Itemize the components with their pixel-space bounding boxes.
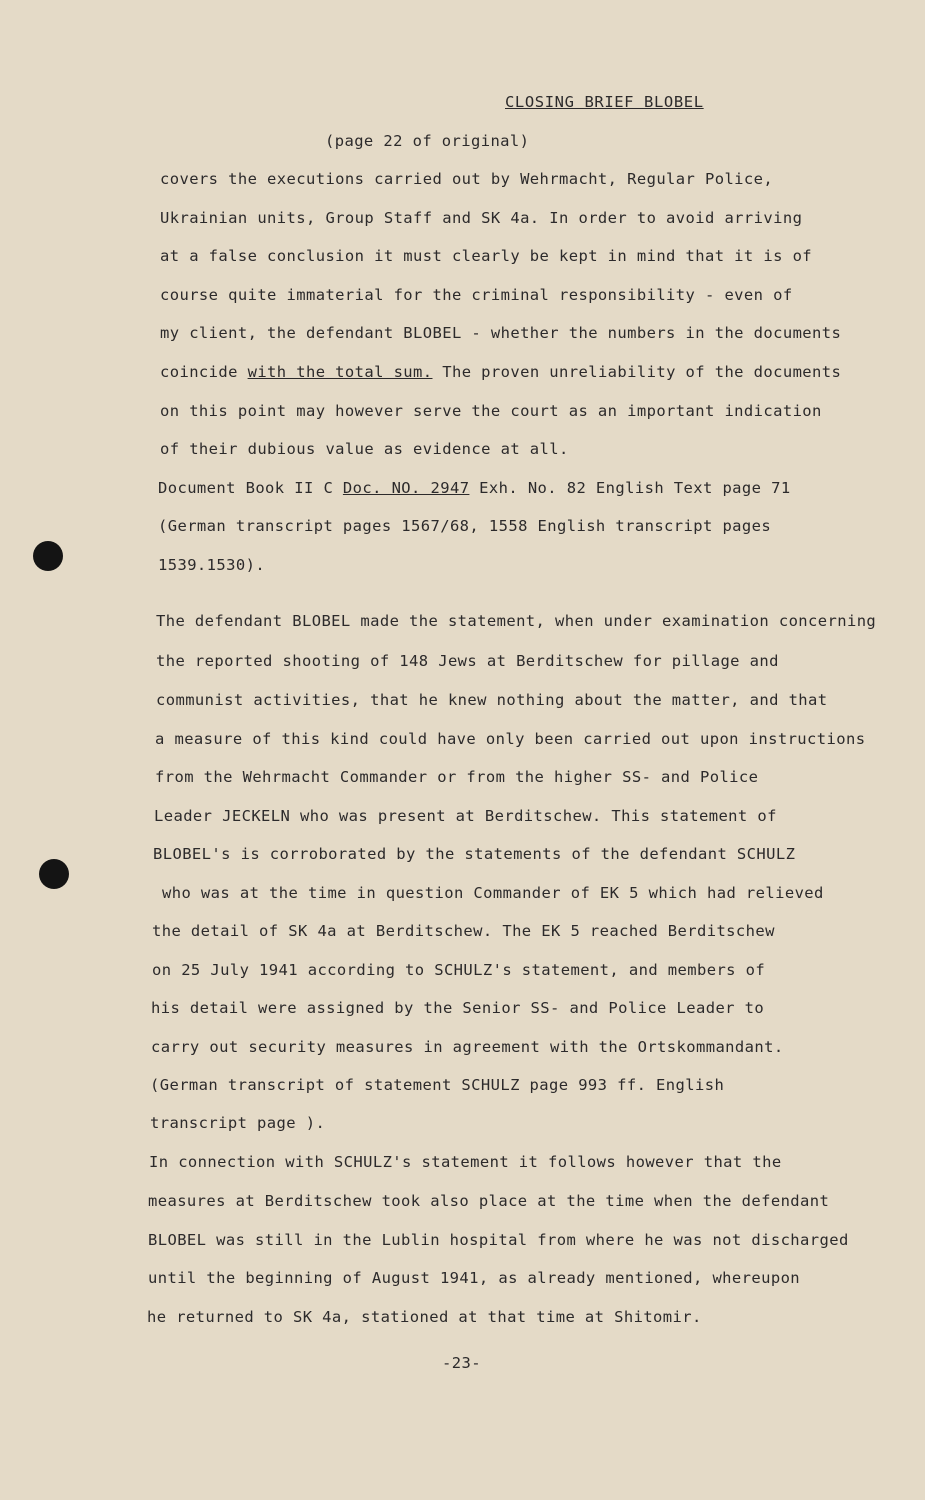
text-line: communist activities, that he knew nothing about the matter, and that (156, 691, 828, 709)
text-line: of their dubious value as evidence at all. (160, 440, 569, 458)
text-segment: coincide (160, 363, 248, 381)
text-line: his detail were assigned by the Senior SS- and Police Leader to (151, 999, 765, 1017)
text-line: (German transcript pages 1567/68, 1558 English transcript pages (158, 517, 772, 535)
original-page-reference: (page 22 of original) (325, 132, 530, 150)
underlined-text: with the total sum. (247, 363, 433, 381)
text-segment: The proven unreliability of the documents (432, 363, 842, 381)
punch-hole-upper (33, 541, 63, 571)
text-line: Ukrainian units, Group Staff and SK 4a. In order to avoid arriving (160, 209, 803, 227)
text-line: measures at Berditschew took also place at the time when the defendant (148, 1192, 830, 1210)
text-line: covers the executions carried out by Wehrmacht, Regular Police, (160, 170, 774, 188)
text-line: carry out security measures in agreement with the Ortskommandant. (151, 1038, 784, 1056)
text-line: BLOBEL's is corroborated by the statements of the defendant SCHULZ (153, 845, 796, 863)
text-line: (German transcript of statement SCHULZ page 993 ff. English (150, 1076, 725, 1094)
document-title: CLOSING BRIEF BLOBEL (505, 93, 704, 111)
text-segment: Exh. No. 82 English Text page 71 (469, 479, 791, 497)
text-line: at a false conclusion it must clearly be kept in mind that it is of (160, 247, 813, 265)
text-line: who was at the time in question Commander of EK 5 which had relieved (162, 884, 824, 902)
text-line: until the beginning of August 1941, as already mentioned, whereupon (148, 1269, 801, 1287)
text-line: course quite immaterial for the criminal responsibility - even of (160, 286, 793, 304)
text-segment: Document Book II C (158, 479, 343, 497)
text-line: a measure of this kind could have only been carried out upon instructions (155, 730, 866, 748)
text-line: The defendant BLOBEL made the statement, when under examination concerning (156, 612, 877, 630)
text-line: from the Wehrmacht Commander or from the higher SS- and Police (155, 768, 759, 786)
text-line: 1539.1530). (158, 556, 266, 574)
underlined-text: Doc. NO. 2947 (342, 479, 470, 497)
text-line: the detail of SK 4a at Berditschew. The EK 5 reached Berditschew (152, 922, 775, 940)
punch-hole-lower (39, 859, 69, 889)
text-line: my client, the defendant BLOBEL - whether the numbers in the documents (160, 324, 842, 342)
text-line: In connection with SCHULZ's statement it follows however that the (149, 1153, 782, 1171)
text-line: transcript page ). (150, 1114, 326, 1132)
text-line: on this point may however serve the court as an important indication (160, 402, 822, 420)
text-line: the reported shooting of 148 Jews at Berditschew for pillage and (156, 652, 779, 670)
text-line (160, 363, 841, 381)
text-line: BLOBEL was still in the Lublin hospital from where he was not discharged (148, 1231, 849, 1249)
text-line: Leader JECKELN who was present at Berditschew. This statement of (154, 807, 777, 825)
text-line (158, 479, 791, 497)
page-number: -23- (442, 1354, 481, 1372)
text-line: he returned to SK 4a, stationed at that time at Shitomir. (147, 1308, 702, 1326)
text-line: on 25 July 1941 according to SCHULZ's statement, and members of (152, 961, 766, 979)
